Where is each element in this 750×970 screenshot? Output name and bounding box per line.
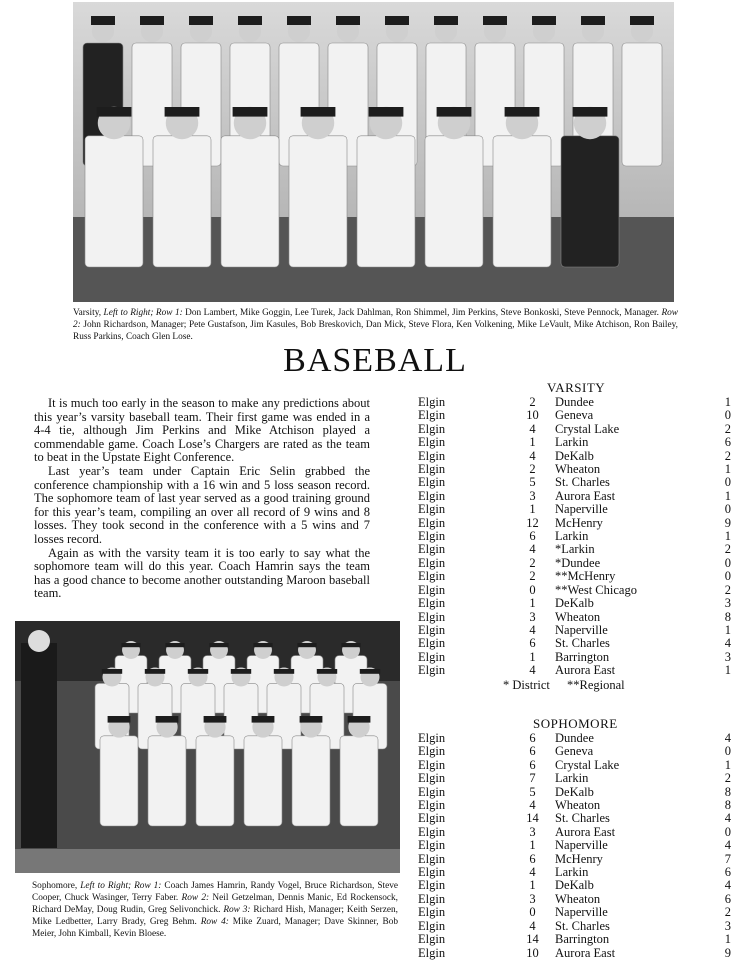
- article-paragraph: It is much too early in the season to make any predictions about this year’s varsity baseball team. Their first game was ended in a 4-4 tie, although Jim Perkins and Mike Atchison played a commendable game. Coach Lose’s Chargers are rated as the team to beat in the Upstate Eight Conference.: [34, 396, 370, 465]
- team-name: Elgin: [418, 502, 446, 517]
- game-row: [418, 772, 731, 785]
- opponent-name: Barrington: [555, 932, 610, 947]
- team-score: 3: [529, 824, 536, 839]
- team-score: 6: [529, 851, 536, 866]
- opponent-score: 6: [724, 435, 731, 450]
- legend-regional: **Regional: [567, 678, 625, 692]
- sophomore-photo-caption: [32, 880, 398, 940]
- team-score: 4: [529, 448, 536, 463]
- team-score: 4: [529, 542, 536, 557]
- opponent-name: DeKalb: [555, 878, 594, 893]
- opponent-name: *Larkin: [555, 542, 595, 557]
- game-row: [418, 517, 731, 530]
- opponent-name: DeKalb: [555, 448, 594, 463]
- team-score: 1: [529, 878, 536, 893]
- opponent-score: 0: [724, 408, 731, 423]
- opponent-name: Aurora East: [555, 663, 616, 678]
- opponent-score: 2: [724, 421, 731, 436]
- schedule-legend: [503, 678, 625, 693]
- game-row: [418, 557, 731, 570]
- team-score: 4: [529, 865, 536, 880]
- team-score: 3: [529, 891, 536, 906]
- opponent-score: 6: [724, 891, 731, 906]
- varsity-schedule-table: [418, 396, 731, 678]
- opponent-name: Wheaton: [555, 609, 601, 624]
- opponent-name: Naperville: [555, 905, 608, 920]
- caption-lead: Sophomore,: [32, 881, 78, 891]
- team-name: Elgin: [418, 663, 446, 678]
- team-score: 4: [529, 421, 536, 436]
- team-name: Elgin: [418, 811, 446, 826]
- game-row: [418, 530, 731, 543]
- caption-row2: Neil Getzelman, Dennis Manic, Ed Rockensock, Richard DeMay, Doug Rudin, Greg Selivonchick.: [32, 893, 398, 915]
- caption-lead: Varsity,: [73, 308, 102, 318]
- team-score: 4: [529, 663, 536, 678]
- opponent-score: 4: [724, 636, 731, 651]
- opponent-name: **McHenry: [555, 569, 616, 584]
- game-row: [418, 732, 731, 745]
- game-row: [418, 490, 731, 503]
- team-name: Elgin: [418, 515, 446, 530]
- opponent-name: Aurora East: [555, 945, 616, 960]
- caption-row2-label: Row 2:: [181, 893, 210, 903]
- opponent-score: 0: [724, 569, 731, 584]
- opponent-name: Naperville: [555, 622, 608, 637]
- team-name: Elgin: [418, 932, 446, 947]
- game-row: [418, 664, 731, 677]
- caption-row3-label: Row 3:: [223, 905, 251, 915]
- team-name: Elgin: [418, 529, 446, 544]
- opponent-name: Larkin: [555, 529, 589, 544]
- caption-row4-label: Row 4:: [200, 917, 229, 927]
- game-row: [418, 759, 731, 772]
- opponent-score: 4: [724, 811, 731, 826]
- team-score: 3: [529, 488, 536, 503]
- game-row: [418, 624, 731, 637]
- team-name: Elgin: [418, 448, 446, 463]
- opponent-name: Barrington: [555, 649, 610, 664]
- varsity-photo-caption: [73, 307, 678, 343]
- sophomore-schedule-table: [418, 732, 731, 960]
- opponent-name: Dundee: [555, 731, 594, 745]
- team-score: 3: [529, 609, 536, 624]
- team-name: Elgin: [418, 475, 446, 490]
- game-row: [418, 611, 731, 624]
- team-score: 2: [529, 569, 536, 584]
- team-score: 12: [526, 515, 539, 530]
- caption-row1: Coach James Hamrin, Randy Vogel, Bruce Richardson, Steve Cooper, Chuck Wasinger, Terry Faber.: [32, 881, 399, 903]
- team-name: Elgin: [418, 891, 446, 906]
- opponent-score: 0: [724, 475, 731, 490]
- opponent-name: Larkin: [555, 435, 589, 450]
- team-name: Elgin: [418, 905, 446, 920]
- team-score: 0: [529, 905, 536, 920]
- game-row: [418, 450, 731, 463]
- team-name: Elgin: [418, 569, 446, 584]
- team-score: 6: [529, 636, 536, 651]
- game-row: [418, 933, 731, 946]
- game-row: [418, 826, 731, 839]
- team-score: 5: [529, 784, 536, 799]
- team-name: Elgin: [418, 824, 446, 839]
- team-score: 1: [529, 838, 536, 853]
- opponent-score: 1: [724, 932, 731, 947]
- team-name: Elgin: [418, 649, 446, 664]
- caption-row2: John Richardson, Manager; Pete Gustafson, Jim Kasules, Bob Breskovich, Dan Mick, Steve Flora, Ken Volkening, Mike LeVault, Mike Atchison, Ron Bailey, Russ Parkins, Coach Glen Lose.: [73, 320, 678, 342]
- page-title: BASEBALL: [283, 342, 467, 379]
- team-name: Elgin: [418, 622, 446, 637]
- game-row: [418, 409, 731, 422]
- caption-direction: Left to Right; Row 1:: [80, 881, 162, 891]
- team-name: Elgin: [418, 918, 446, 933]
- game-row: [418, 893, 731, 906]
- team-name: Elgin: [418, 488, 446, 503]
- team-name: Elgin: [418, 851, 446, 866]
- article-body: [34, 397, 370, 601]
- opponent-name: Geneva: [555, 408, 594, 423]
- team-score: 4: [529, 798, 536, 813]
- opponent-score: 4: [724, 878, 731, 893]
- varsity-schedule-heading: VARSITY: [547, 380, 606, 395]
- game-row: [418, 597, 731, 610]
- team-name: Elgin: [418, 784, 446, 799]
- team-name: Elgin: [418, 744, 446, 759]
- team-score: 10: [526, 408, 539, 423]
- opponent-name: Naperville: [555, 838, 608, 853]
- team-name: Elgin: [418, 421, 446, 436]
- opponent-score: 3: [724, 918, 731, 933]
- opponent-score: 1: [724, 462, 731, 477]
- opponent-name: McHenry: [555, 515, 603, 530]
- sophomore-schedule-heading: SOPHOMORE: [533, 716, 618, 731]
- team-name: Elgin: [418, 609, 446, 624]
- opponent-score: 3: [724, 649, 731, 664]
- caption-row1: Don Lambert, Mike Goggin, Lee Turek, Jack Dahlman, Ron Shimmel, Jim Perkins, Steve Bonkoski, Steve Pennock, Manager.: [185, 308, 659, 318]
- opponent-score: 8: [724, 784, 731, 799]
- game-row: [418, 866, 731, 879]
- game-row: [418, 476, 731, 489]
- sophomore-team-photo: [15, 621, 400, 873]
- game-row: [418, 396, 731, 409]
- game-row: [418, 637, 731, 650]
- team-name: Elgin: [418, 865, 446, 880]
- game-row: [418, 853, 731, 866]
- opponent-score: 1: [724, 488, 731, 503]
- coach-figure: [21, 630, 57, 848]
- opponent-score: 9: [724, 515, 731, 530]
- team-name: Elgin: [418, 462, 446, 477]
- opponent-score: 0: [724, 555, 731, 570]
- game-row: [418, 503, 731, 516]
- opponent-score: 8: [724, 798, 731, 813]
- team-score: 1: [529, 596, 536, 611]
- article-paragraph: Again as with the varsity team it is too early to say what the sophomore team will do this year. Coach Hamrin says the team has a good chance to become another outstanding Maroon baseball team.: [34, 545, 370, 601]
- opponent-name: Naperville: [555, 502, 608, 517]
- opponent-score: 2: [724, 582, 731, 597]
- team-score: 4: [529, 622, 536, 637]
- opponent-name: Aurora East: [555, 824, 616, 839]
- team-name: Elgin: [418, 395, 446, 409]
- game-row: [418, 436, 731, 449]
- opponent-name: *Dundee: [555, 555, 601, 570]
- opponent-name: St. Charles: [555, 475, 610, 490]
- team-score: 1: [529, 502, 536, 517]
- varsity-team-photo: [73, 2, 674, 302]
- opponent-score: 0: [724, 502, 731, 517]
- opponent-score: 2: [724, 771, 731, 786]
- team-name: Elgin: [418, 838, 446, 853]
- opponent-score: 1: [724, 395, 731, 409]
- opponent-score: 1: [724, 529, 731, 544]
- team-name: Elgin: [418, 435, 446, 450]
- opponent-name: Geneva: [555, 744, 594, 759]
- caption-row3: Richard Hish, Manager; Keith Serzen, Mike Ledbetter, Larry Brady, Greg Behm.: [32, 905, 398, 927]
- game-row: [418, 423, 731, 436]
- article-paragraph: Last year’s team under Captain Eric Selin grabbed the conference championship with a 16 win and 5 loss season record. The sophomore team of last year served as a good training ground for this year’s team, compiling an over all record of 9 wins and 8 losses. They took second in the conference with a 5 wins and 7 losses record.: [34, 463, 370, 546]
- game-row: [418, 786, 731, 799]
- opponent-score: 7: [724, 851, 731, 866]
- opponent-name: Crystal Lake: [555, 757, 620, 772]
- team-score: 1: [529, 649, 536, 664]
- team-name: Elgin: [418, 878, 446, 893]
- team-name: Elgin: [418, 731, 446, 745]
- opponent-name: Dundee: [555, 395, 594, 409]
- opponent-score: 1: [724, 663, 731, 678]
- opponent-score: 9: [724, 945, 731, 960]
- game-row: [418, 812, 731, 825]
- team-name: Elgin: [418, 945, 446, 960]
- game-row: [418, 543, 731, 556]
- opponent-score: 0: [724, 744, 731, 759]
- team-name: Elgin: [418, 408, 446, 423]
- opponent-score: 4: [724, 838, 731, 853]
- opponent-name: St. Charles: [555, 636, 610, 651]
- game-row: [418, 920, 731, 933]
- opponent-name: Crystal Lake: [555, 421, 620, 436]
- opponent-name: DeKalb: [555, 784, 594, 799]
- game-row: [418, 570, 731, 583]
- game-row: [418, 906, 731, 919]
- opponent-name: St. Charles: [555, 811, 610, 826]
- team-score: 2: [529, 395, 536, 409]
- team-score: 5: [529, 475, 536, 490]
- legend-district: * District: [503, 678, 550, 692]
- team-name: Elgin: [418, 771, 446, 786]
- opponent-name: McHenry: [555, 851, 603, 866]
- opponent-score: 1: [724, 622, 731, 637]
- team-score: 6: [529, 731, 536, 745]
- team-name: Elgin: [418, 542, 446, 557]
- opponent-score: 2: [724, 905, 731, 920]
- game-row: [418, 799, 731, 812]
- team-score: 0: [529, 582, 536, 597]
- opponent-score: 1: [724, 757, 731, 772]
- game-row: [418, 879, 731, 892]
- team-score: 14: [526, 932, 539, 947]
- team-score: 10: [526, 945, 539, 960]
- team-score: 6: [529, 757, 536, 772]
- opponent-name: Larkin: [555, 865, 589, 880]
- opponent-name: St. Charles: [555, 918, 610, 933]
- team-score: 4: [529, 918, 536, 933]
- caption-row4: Mike Zuard, Manager; Dave Skinner, Bob Meier, John Kimball, Kevin Bloese.: [32, 917, 398, 939]
- team-name: Elgin: [418, 555, 446, 570]
- opponent-name: Aurora East: [555, 488, 616, 503]
- opponent-name: **West Chicago: [555, 582, 637, 597]
- opponent-score: 8: [724, 609, 731, 624]
- opponent-score: 2: [724, 448, 731, 463]
- game-row: [418, 839, 731, 852]
- team-name: Elgin: [418, 636, 446, 651]
- team-score: 14: [526, 811, 539, 826]
- team-name: Elgin: [418, 582, 446, 597]
- game-row: [418, 947, 731, 960]
- team-name: Elgin: [418, 757, 446, 772]
- opponent-name: Wheaton: [555, 891, 601, 906]
- opponent-name: Larkin: [555, 771, 589, 786]
- opponent-name: Wheaton: [555, 798, 601, 813]
- opponent-score: 0: [724, 824, 731, 839]
- opponent-score: 2: [724, 542, 731, 557]
- opponent-score: 4: [724, 731, 731, 745]
- team-name: Elgin: [418, 596, 446, 611]
- team-name: Elgin: [418, 798, 446, 813]
- team-score: 6: [529, 744, 536, 759]
- opponent-name: Wheaton: [555, 462, 601, 477]
- caption-direction: Left to Right; Row 1:: [103, 308, 183, 318]
- game-row: [418, 584, 731, 597]
- team-score: 1: [529, 435, 536, 450]
- opponent-score: 6: [724, 865, 731, 880]
- team-score: 2: [529, 555, 536, 570]
- team-score: 7: [529, 771, 536, 786]
- team-score: 2: [529, 462, 536, 477]
- game-row: [418, 745, 731, 758]
- opponent-score: 3: [724, 596, 731, 611]
- team-score: 6: [529, 529, 536, 544]
- opponent-name: DeKalb: [555, 596, 594, 611]
- game-row: [418, 651, 731, 664]
- game-row: [418, 463, 731, 476]
- caption-row2-label: Row 2:: [73, 308, 678, 330]
